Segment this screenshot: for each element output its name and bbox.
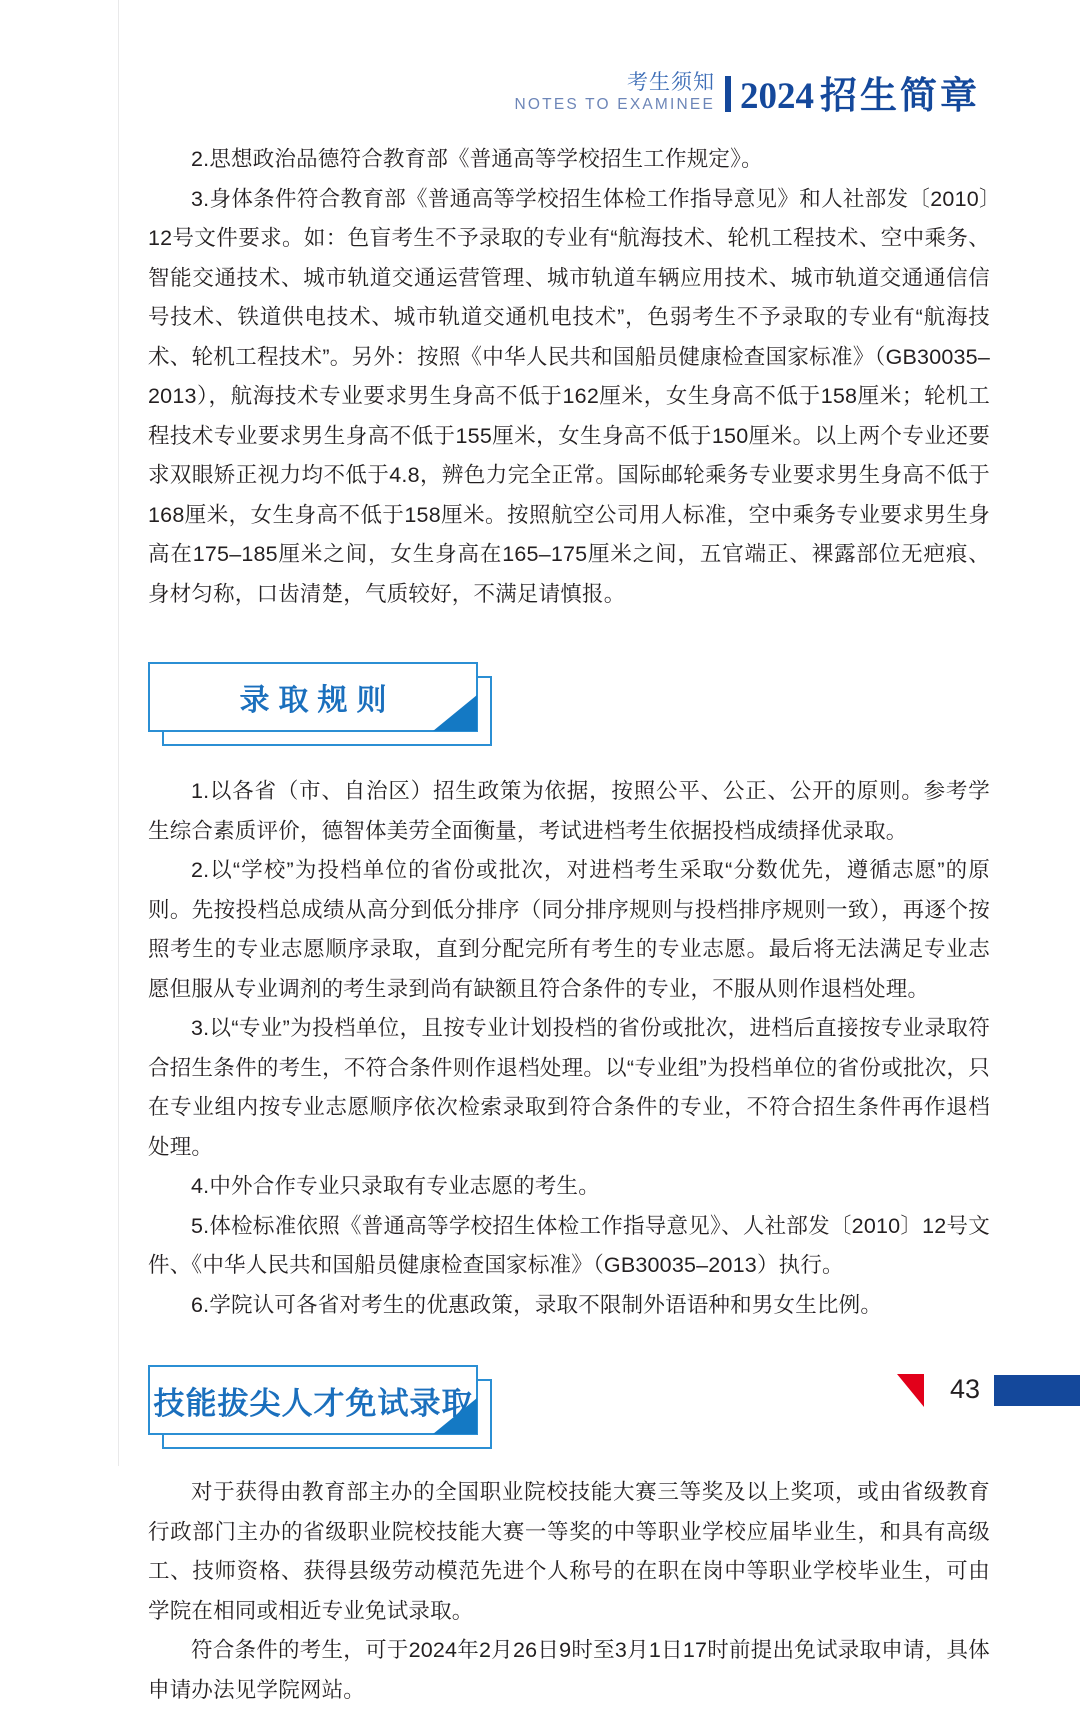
- section1-paragraph-4: 4.中外合作专业只录取有专业志愿的考生。: [191, 1174, 600, 1198]
- header-subtitle-group: [515, 70, 715, 117]
- header-english-label: NOTES TO EXAMINEE: [514, 96, 715, 114]
- header-chinese-label: 考生须知: [627, 70, 715, 94]
- section1-paragraph-5: 5.体检标准依照《普通高等学校招生体检工作指导意见》、人社部发〔2010〕12号文件、《中华人民共和国船员健康检查国家标准》（GB30035–2013）执行。: [148, 1213, 990, 1277]
- section1-paragraph-1: 1.以各省（市、自治区）招生政策为依据，按照公平、公正、公开的原则。参考学生综合素质评价，德智体美劳全面衡量，考试进档考生依据投档成绩择优录取。: [148, 779, 990, 843]
- header-title-cn: 招生简章: [820, 76, 980, 118]
- section2-paragraph-1: 对于获得由教育部主办的全国职业院校技能大赛三等奖及以上奖项，或由省级教育行政部门主办的省级职业院校技能大赛一等奖的中等职业学校应届毕业生，和具有高级工、技师资格、获得县级劳动模范先进个人称号的在职在岗中等职业学校毕业生，可由学院在相同或相近专业免试录取。: [148, 1480, 990, 1623]
- header-year: 2024: [740, 76, 814, 118]
- section1-paragraph-6: 6.学院认可各省对考生的优惠政策，录取不限制外语语种和男女生比例。: [191, 1292, 883, 1317]
- section1-paragraph-2: 2.以“学校”为投档单位的省份或批次，对进档考生采取“分数优先，遵循志愿”的原则。先按投档总成绩从高分到低分排序（同分排序规则与投档排序规则一致），再逐个按照考生的专业志愿顺序录取，直到分配完所有考生的专业志愿。最后将无法满足专业志愿但服从专业调剂的考生录到尚有缺额且符合条件的专业，不服从则作退档处理。: [148, 858, 990, 1001]
- heading-front-box: [148, 662, 478, 732]
- section-heading-label: 技能拔尖人才免试录取: [153, 1385, 474, 1421]
- section2-paragraph-2: 符合条件的考生，可于2024年2月26日9时至3月1日17时前提出免试录取申请，具体申请办法见学院网站。: [148, 1638, 990, 1702]
- section-heading-admission-rules: [148, 662, 478, 732]
- footer-triangle-icon: [897, 1374, 924, 1407]
- intro-item-3: 3.身体条件符合教育部《普通高等学校招生体检工作指导意见》和人社部发〔2010〕12号文件要求。如：色盲考生不予录取的专业有“航海技术、轮机工程技术、空中乘务、智能交通技术、城市轨道交通运营管理、城市轨道车辆应用技术、城市轨道交通通信信号技术、铁道供电技术、城市轨道交通机电技术”，色弱考生不予录取的专业有“航海技术、轮机工程技术”。另外：按照《中华人民共和国船员健康检查国家标准》（GB30035–2013），航海技术专业要求男生身高不低于162厘米，女生身高不低于158厘米；轮机工程技术专业要求男生身高不低于155厘米，女生身高不低于150厘米。以上两个专业还要求双眼矫正视力均不低于4.8，辨色力完全正常。国际邮轮乘务专业要求男生身高不低于168厘米，女生身高不低于158厘米。按照航空公司用人标准，空中乘务专业要求男生身高在175–185厘米之间，女生身高在165–175厘米之间，五官端正、裸露部位无疤痕、身材匀称，口齿清楚，气质较好，不满足请慎报。: [148, 186, 990, 606]
- page-number: 43: [949, 1374, 980, 1404]
- page-binding-line: [118, 0, 119, 1466]
- page-footer: [0, 1371, 1080, 1411]
- section-heading-label: 录取规则: [239, 684, 396, 717]
- page-header: [515, 70, 980, 117]
- header-title: [740, 78, 980, 117]
- page-content: [148, 140, 990, 1710]
- triangle-accent-icon: [433, 695, 477, 731]
- section1-paragraph-3: 3.以“专业”为投档单位，且按专业计划投档的省份或批次，进档后直接按专业录取符合招生条件的考生，不符合条件则作退档处理。以“专业组”为投档单位的省份或批次，只在专业组内按专业志愿顺序依次检索录取到符合条件的专业，不符合招生条件再作退档处理。: [148, 1016, 990, 1159]
- triangle-accent-icon: [433, 1398, 477, 1434]
- footer-accent-bar: [994, 1375, 1080, 1406]
- intro-item-2: 2.思想政治品德符合教育部《普通高等学校招生工作规定》。: [191, 147, 763, 171]
- header-divider-bar: [725, 76, 731, 112]
